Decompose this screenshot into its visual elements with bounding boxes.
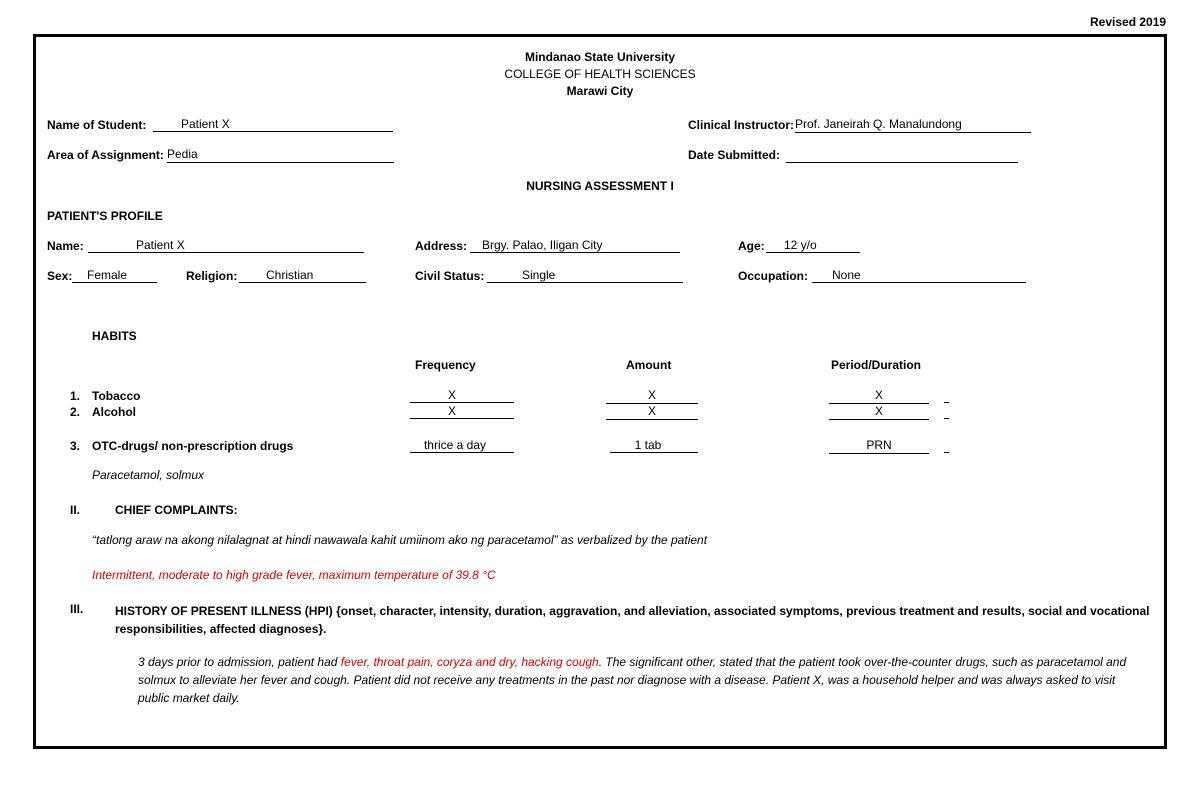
col-frequency: Frequency	[415, 358, 476, 372]
hpi-heading: HISTORY OF PRESENT ILLNESS (HPI) {onset, character, intensity, duration, aggravation, and alleviation, associated symptoms, previous treatment and results, social and vocational responsibilities, affected diagnoses}.	[115, 604, 1150, 636]
name-label: Name:	[47, 239, 84, 253]
hpi-text-1: 3 days prior to admission, patient had	[138, 655, 341, 669]
habit-period[interactable]: X	[829, 405, 929, 420]
profile-heading: PATIENT'S PROFILE	[47, 209, 163, 223]
hpi-symptoms: fever, throat pain, coryza and dry, hacking cough	[340, 655, 599, 669]
religion-value[interactable]: Christian	[239, 269, 366, 283]
student-label: Name of Student:	[47, 118, 147, 132]
hpi-text-2: . The significant other, stated that the patient took over-the-counter drugs, such as paracetamol and solmux to alleviate her fever and cough. Patient did not receive any treatments in the past nor diagnose with a disease. Patient X, was a household helper and was always asked to visit public market daily.	[138, 655, 1127, 705]
otc-note: Paracetamol, solmux	[92, 468, 205, 482]
sex-label: Sex:	[47, 269, 73, 283]
habit-num: 1.	[70, 389, 81, 403]
religion-label: Religion:	[186, 269, 238, 283]
habit-label: Alcohol	[92, 405, 136, 419]
chief-note: Intermittent, moderate to high grade fever, maximum temperature of 39.8 °C	[92, 568, 496, 582]
habit-num: 3.	[70, 439, 81, 453]
civil-status-value[interactable]: Single	[487, 269, 683, 283]
area-label: Area of Assignment:	[47, 148, 164, 162]
habit-num: 2.	[70, 405, 81, 419]
date-value[interactable]	[786, 148, 1018, 163]
habit-frequency[interactable]: thrice a day	[410, 439, 514, 453]
student-value[interactable]: Patient X	[153, 118, 393, 132]
habit-amount[interactable]: 1 tab	[610, 439, 698, 453]
address-label: Address:	[415, 239, 468, 253]
area-value[interactable]: Pedia	[167, 148, 394, 163]
occupation-value[interactable]: None	[812, 269, 1026, 283]
name-value[interactable]: Patient X	[88, 239, 364, 253]
underline-tail	[944, 442, 949, 453]
form-title: NURSING ASSESSMENT I	[526, 179, 674, 193]
instructor-value[interactable]: Prof. Janeirah Q. Manalundong	[795, 118, 1031, 133]
form-frame	[33, 34, 1167, 749]
habit-amount[interactable]: X	[606, 405, 698, 420]
col-amount: Amount	[626, 358, 672, 372]
col-period: Period/Duration	[831, 358, 922, 372]
civil-status-label: Civil Status:	[415, 269, 485, 283]
habit-frequency[interactable]: X	[410, 389, 514, 403]
chief-heading: CHIEF COMPLAINTS:	[115, 503, 238, 517]
underline-tail	[944, 392, 949, 403]
instructor-label: Clinical Instructor:	[688, 118, 795, 132]
college-name: COLLEGE OF HEALTH SCIENCES	[504, 67, 696, 81]
hpi-paragraph	[138, 653, 1148, 707]
section-num: III.	[70, 602, 84, 616]
city-name: Marawi City	[566, 84, 634, 98]
habit-label: OTC-drugs/ non-prescription drugs	[92, 439, 294, 453]
university-name: Mindanao State University	[524, 50, 676, 64]
date-label: Date Submitted:	[688, 148, 781, 162]
age-value[interactable]: 12 y/o	[766, 239, 860, 253]
habit-label: Tobacco	[92, 389, 141, 403]
habit-frequency[interactable]: X	[410, 405, 514, 419]
chief-quote: “tatlong araw na akong nilalagnat at hindi nawawala kahit umiinom ako ng paracetamol” as verbalized by the patient	[92, 533, 708, 547]
underline-tail	[944, 408, 949, 419]
habit-period[interactable]: X	[829, 389, 929, 404]
habit-amount[interactable]: X	[606, 389, 698, 404]
habits-heading: HABITS	[92, 329, 137, 343]
habit-period[interactable]: PRN	[829, 439, 929, 454]
section-num: II.	[70, 503, 81, 517]
revised-label: Revised 2019	[1090, 15, 1167, 29]
address-value[interactable]: Brgy. Palao, Iligan City	[470, 239, 680, 253]
sex-value[interactable]: Female	[72, 269, 157, 283]
age-label: Age:	[738, 239, 765, 253]
occupation-label: Occupation:	[738, 269, 809, 283]
